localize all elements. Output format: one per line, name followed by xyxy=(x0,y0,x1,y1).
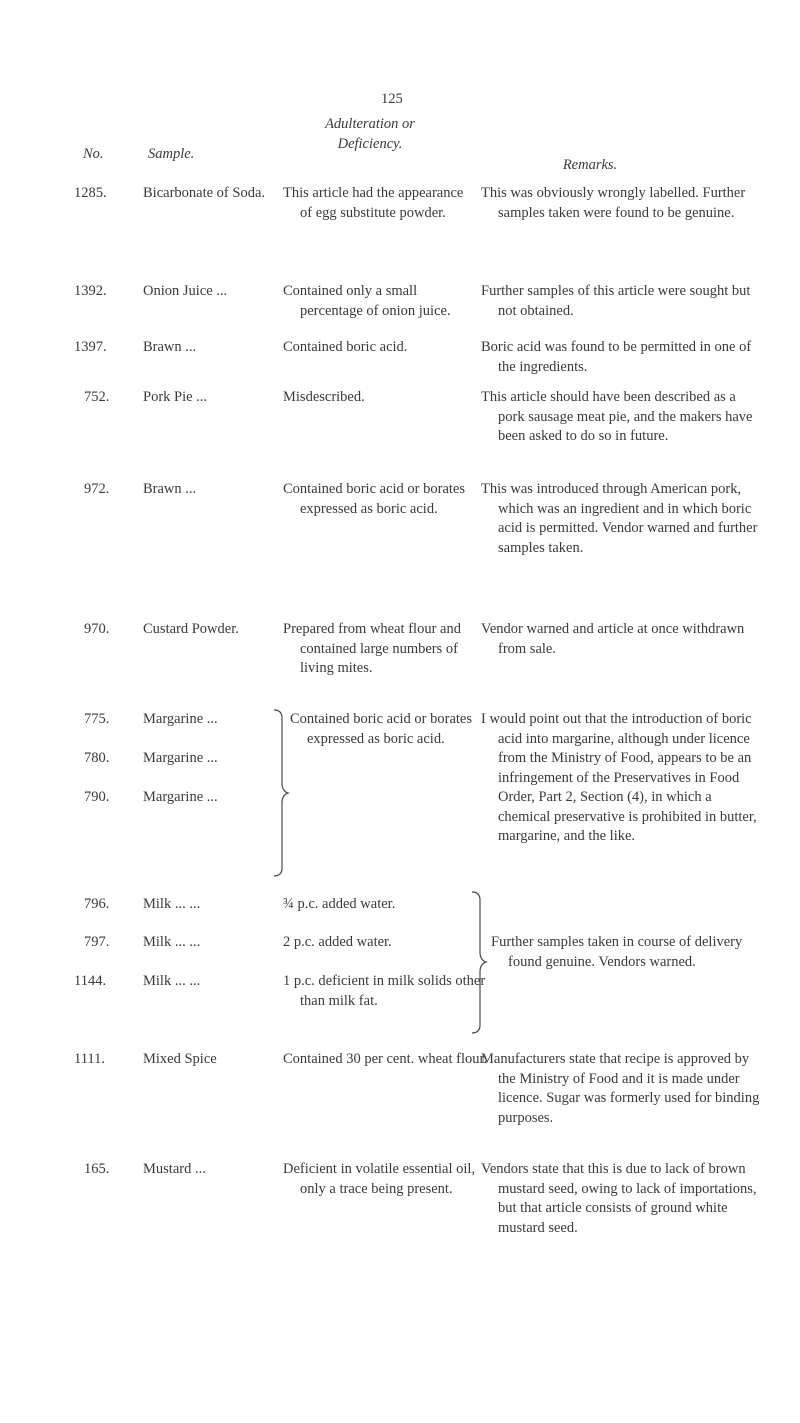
row-1397-remarks: Boric acid was found to be permitted in one of the ingredients. xyxy=(481,339,752,375)
row-165-adulteration: Deficient in volatile essential oil, only a trace being present. xyxy=(283,1161,476,1197)
header-remarks: Remarks. xyxy=(562,157,618,173)
row-1111-sample: Mixed Spice xyxy=(143,1051,217,1067)
row-1111-no: 1111. xyxy=(74,1051,106,1067)
row-1111-remarks: Manufacturers state that recipe is approved by the Ministry of Food and it is made under licence. Sugar was formerly used for binding purposes. xyxy=(481,1051,760,1126)
row-165-no: 165. xyxy=(84,1161,110,1177)
row-1397-no: 1397. xyxy=(74,339,107,355)
header-adulteration-line1: Adulteration or xyxy=(325,116,415,132)
row-1392-sample: Onion Juice ... xyxy=(143,283,228,299)
row-780-no: 780. xyxy=(84,750,110,766)
row-970-adulteration: Prepared from wheat flour and contained large numbers of living mites. xyxy=(283,621,461,676)
row-1285-remarks: This was obviously wrongly labelled. Further samples taken were found to be genuine. xyxy=(481,185,746,221)
margarine-adulteration: Contained boric acid or borates expressed as boric acid. xyxy=(290,711,472,747)
row-1392-no: 1392. xyxy=(74,283,107,299)
row-1397-sample: Brawn ... xyxy=(143,339,197,355)
row-972-remarks: This was introduced through American pork, which was an ingredient and in which boric acid is permitted. Vendor warned and further samples taken. xyxy=(481,481,758,556)
row-1144-adulteration: 1 p.c. deficient in milk solids other than milk fat. xyxy=(283,973,486,1009)
header-no: No. xyxy=(83,146,104,162)
row-972-adulteration: Contained boric acid or borates expressed as boric acid. xyxy=(283,481,465,517)
row-796-adulteration: ¾ p.c. added water. xyxy=(283,896,396,912)
row-752-remarks: This article should have been described as a pork sausage meat pie, and the makers have been asked to do so in future. xyxy=(481,389,753,444)
row-796-no: 796. xyxy=(84,896,110,912)
row-1144-no: 1144. xyxy=(74,973,107,989)
row-165-sample: Mustard ... xyxy=(143,1161,206,1177)
row-1111-adulteration: Contained 30 per cent. wheat flour. xyxy=(283,1051,488,1067)
row-1285-sample: Bicarbonate of Soda. xyxy=(143,185,266,201)
row-1285-adulteration: This article had the appearance of egg substitute powder. xyxy=(283,185,464,221)
row-797-adulteration: 2 p.c. added water. xyxy=(283,934,392,950)
row-775-no: 775. xyxy=(84,711,110,727)
header-sample: Sample. xyxy=(148,146,195,162)
milk-brace xyxy=(470,890,490,1035)
row-797-sample: Milk ... ... xyxy=(143,934,201,950)
row-1285-no: 1285. xyxy=(74,185,107,201)
row-752-adulteration: Misdescribed. xyxy=(283,389,365,405)
row-972-no: 972. xyxy=(84,481,110,497)
milk-remarks: Further samples taken in course of delivery found genuine. Vendors warned. xyxy=(491,934,743,970)
row-1392-remarks: Further samples of this article were sought but not obtained. xyxy=(481,283,751,319)
margarine-remarks: I would point out that the introduction of boric acid into margarine, although under licence from the Ministry of Food, appears to be an infringement of the Preservatives in Food Order, Part 2, Section (4), in which a chemical preservative is prohibited in butter, margarine, and the like. xyxy=(481,711,757,844)
row-796-sample: Milk ... ... xyxy=(143,896,201,912)
row-752-sample: Pork Pie ... xyxy=(143,389,208,405)
row-790-no: 790. xyxy=(84,789,110,805)
row-780-sample: Margarine ... xyxy=(143,750,218,766)
row-970-sample: Custard Powder. xyxy=(143,621,239,637)
page-number: 125 xyxy=(381,91,403,107)
row-1397-adulteration: Contained boric acid. xyxy=(283,339,408,355)
header-adulteration-line2: Deficiency. xyxy=(337,136,403,152)
row-165-remarks: Vendors state that this is due to lack of brown mustard seed, owing to lack of importations, but that article consists of ground white mustard seed. xyxy=(481,1161,757,1236)
margarine-brace xyxy=(270,708,290,878)
row-1392-adulteration: Contained only a small percentage of onion juice. xyxy=(283,283,451,319)
row-775-sample: Margarine ... xyxy=(143,711,218,727)
row-970-remarks: Vendor warned and article at once withdrawn from sale. xyxy=(481,621,745,657)
row-972-sample: Brawn ... xyxy=(143,481,197,497)
row-970-no: 970. xyxy=(84,621,110,637)
row-752-no: 752. xyxy=(84,389,110,405)
row-790-sample: Margarine ... xyxy=(143,789,218,805)
row-1144-sample: Milk ... ... xyxy=(143,973,201,989)
row-797-no: 797. xyxy=(84,934,110,950)
